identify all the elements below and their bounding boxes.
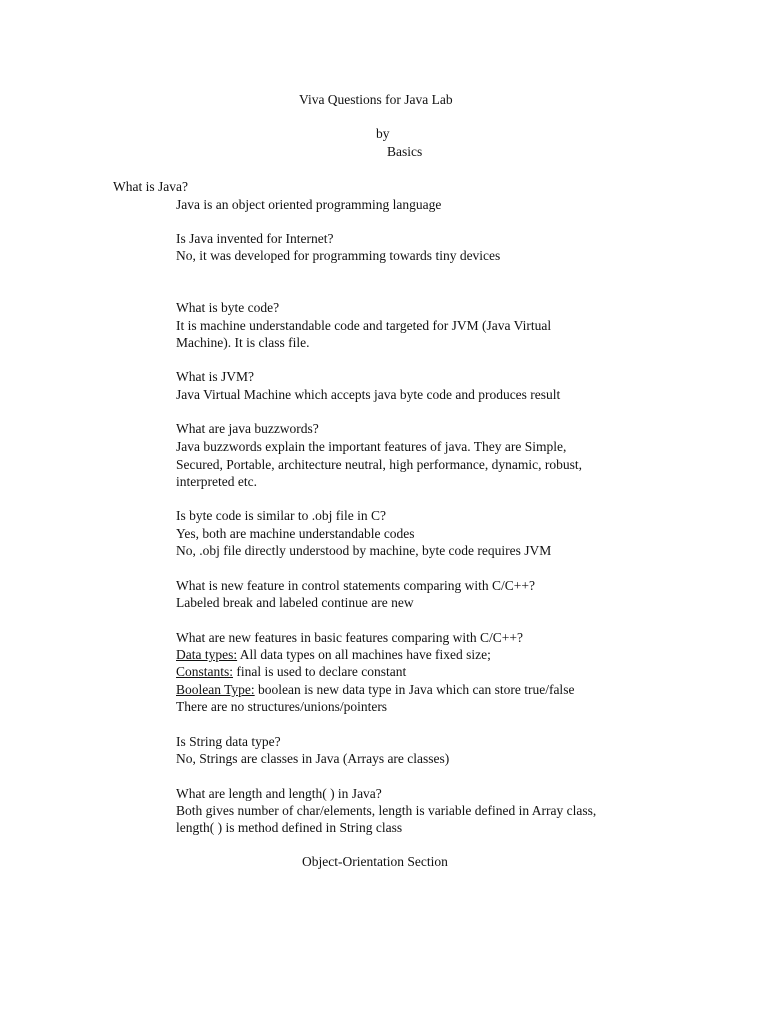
question-length: What are length and length( ) in Java? [176, 786, 382, 801]
byline: by [376, 126, 390, 141]
document-title: Viva Questions for Java Lab [299, 92, 453, 107]
question-obj-file: Is byte code is similar to .obj file in C? [176, 508, 386, 523]
answer-byte-code-line-1: It is machine understandable code and targeted for JVM (Java Virtual [176, 318, 552, 333]
answer-constants [176, 663, 406, 681]
answer-buzzwords-line-1: Java buzzwords explain the important features of java. They are Simple, [176, 439, 567, 454]
answer-internet: No, it was developed for programming towards tiny devices [176, 248, 501, 263]
text-constants: final is used to declare constant [233, 664, 407, 679]
question-basic-features: What are new features in basic features comparing with C/C++? [176, 630, 523, 645]
question-buzzwords: What are java buzzwords? [176, 421, 319, 436]
label-data-types: Data types: [176, 647, 238, 662]
answer-length-line-2: length( ) is method defined in String class [176, 820, 403, 835]
question-internet: Is Java invented for Internet? [176, 231, 334, 246]
answer-data-types [176, 646, 491, 664]
label-boolean-type: Boolean Type: [176, 682, 255, 697]
section-heading-object-orientation: Object-Orientation Section [302, 854, 448, 869]
answer-obj-file-line-2: No, .obj file directly understood by machine, byte code requires JVM [176, 543, 552, 558]
answer-byte-code-line-2: Machine). It is class file. [176, 335, 310, 350]
section-heading-basics: Basics [387, 144, 423, 159]
answer-jvm: Java Virtual Machine which accepts java byte code and produces result [176, 387, 561, 402]
label-constants: Constants: [176, 664, 234, 679]
answer-no-structures: There are no structures/unions/pointers [176, 699, 388, 714]
answer-length-line-1: Both gives number of char/elements, length is variable defined in Array class, [176, 803, 597, 818]
question-jvm: What is JVM? [176, 369, 254, 384]
answer-buzzwords-line-2: Secured, Portable, architecture neutral, high performance, dynamic, robust, [176, 457, 582, 472]
text-boolean-type: boolean is new data type in Java which can store true/false [254, 682, 575, 697]
answer-control-statements: Labeled break and labeled continue are new [176, 595, 414, 610]
question-what-is-java: What is Java? [113, 179, 188, 194]
text-data-types: All data types on all machines have fixed size; [237, 647, 491, 662]
answer-obj-file-line-1: Yes, both are machine understandable codes [176, 526, 415, 541]
question-byte-code: What is byte code? [176, 300, 280, 315]
question-string-data-type: Is String data type? [176, 734, 281, 749]
answer-what-is-java: Java is an object oriented programming language [176, 197, 442, 212]
answer-buzzwords-line-3: interpreted etc. [176, 474, 257, 489]
answer-boolean-type [176, 681, 574, 699]
question-control-statements: What is new feature in control statements comparing with C/C++? [176, 578, 536, 593]
answer-string-data-type: No, Strings are classes in Java (Arrays are classes) [176, 751, 450, 766]
